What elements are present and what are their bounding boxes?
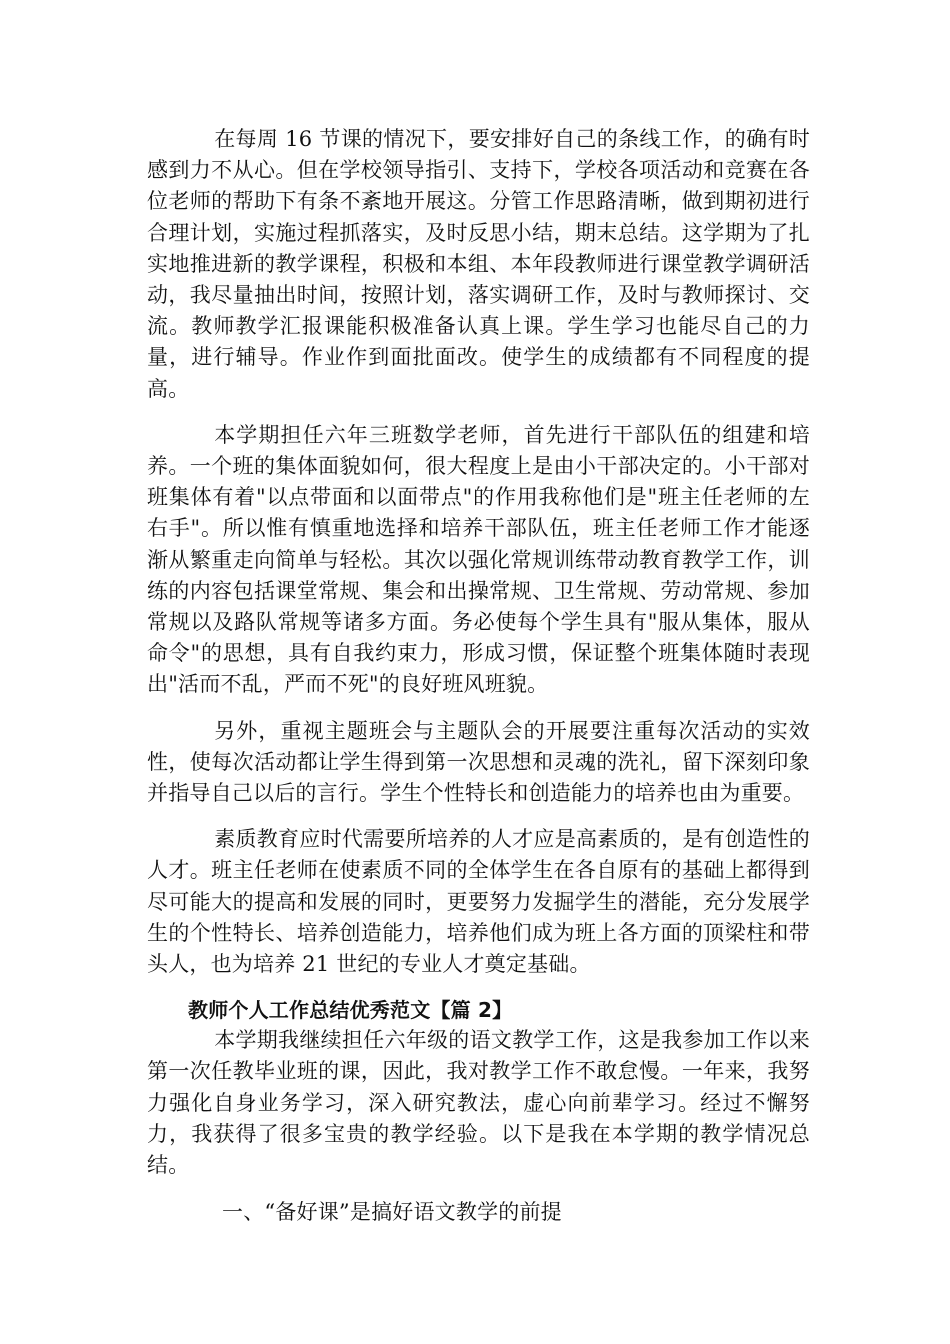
paragraph-1: 在每周 16 节课的情况下，要安排好自己的条线工作，的确有时感到力不从心。但在学校领导指引、支持下，学校各项活动和竞赛在各位老师的帮助下有条不紊地开展这。分管工作思路清晰，做到期初进行合理计划，实施过程抓落实，及时反思小结，期末总结。这学期为了扎实地推进新的教学课程，积极和本组、本年段教师进行课堂教学调研活动，我尽量抽出时间，按照计划，落实调研工作，及时与教师探讨、交流。教师教学汇报课能积极准备认真上课。学生学习也能尽自己的力量，进行辅导。作业作到面批面改。使学生的成绩都有不同程度的提高。 bbox=[147, 127, 810, 401]
document-body bbox=[147, 124, 810, 1229]
subheading: 一、“备好课”是搞好语文教学的前提 bbox=[222, 1200, 562, 1225]
paragraph-4: 素质教育应时代需要所培养的人才应是高素质的，是有创造性的人才。班主任老师在使素质不同的全体学生在各自原有的基础上都得到尽可能大的提高和发展的同时，更要努力发掘学生的潜能，充分发展学生的个性特长、培养创造能力，培养他们成为班上各方面的顶梁柱和带头人，也为培养 21 世纪的专业人才奠定基础。 bbox=[147, 827, 810, 977]
section-heading: 教师个人工作总结优秀范文【篇 2】 bbox=[188, 998, 513, 1023]
paragraph-3: 另外，重视主题班会与主题队会的开展要注重每次活动的实效性，使每次活动都让学生得到第一次思想和灵魂的洗礼，留下深刻印象并指导自己以后的言行。学生个性特长和创造能力的培养也由为重要。 bbox=[147, 718, 810, 806]
paragraph-2: 本学期担任六年三班数学老师，首先进行干部队伍的组建和培养。一个班的集体面貌如何，很大程度上是由小干部决定的。小干部对班集体有着"以点带面和以面带点"的作用我称他们是"班主任老师的左右手"。所以惟有慎重地选择和培养干部队伍，班主任老师工作才能逐渐从繁重走向简单与轻松。其次以强化常规训练带动教育教学工作，训练的内容包括课堂常规、集会和出操常规、卫生常规、劳动常规、参加常规以及路队常规等诸多方面。务必使每个学生具有"服从集体，服从命令"的思想，具有自我约束力，形成习惯，保证整个班集体随时表现出"活而不乱，严而不死"的良好班风班貌。 bbox=[147, 422, 810, 697]
section-paragraph: 本学期我继续担任六年级的语文教学工作，这是我参加工作以来第一次任教毕业班的课，因此，我对教学工作不敢怠慢。一年来，我努力强化自身业务学习，深入研究教法，虚心向前辈学习。经过不懈努力，我获得了很多宝贵的教学经验。以下是我在本学期的教学情况总结。 bbox=[147, 1028, 810, 1178]
